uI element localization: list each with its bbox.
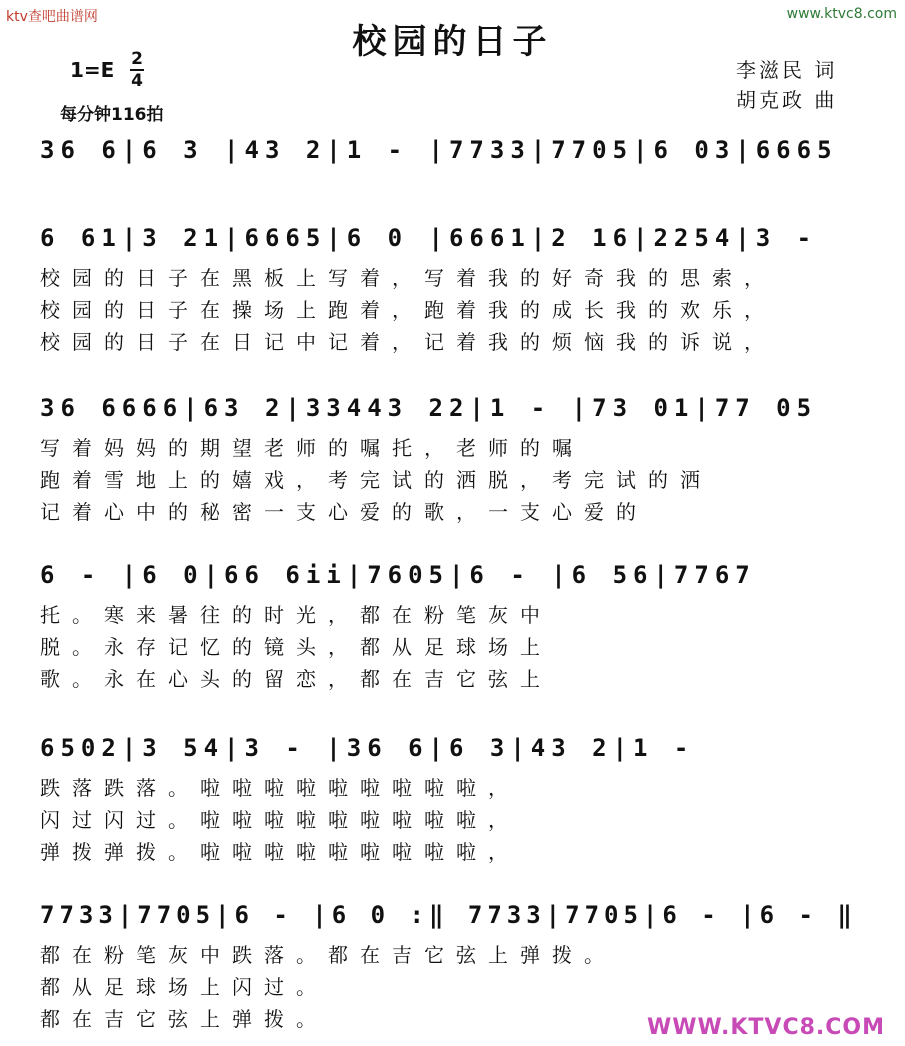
lyric-verse-1: 都在粉笔灰中跌落。都在吉它弦上弹拨。 — [40, 943, 616, 967]
notation-row: 36 6666|63 2|33443 22|1 - |73 01|77 05 — [40, 394, 818, 422]
lyric-verse-2: 跑着雪地上的嬉戏，考完试的洒脱，考完试的洒 — [40, 468, 712, 492]
lyric-verse-1: 写着妈妈的期望老师的嘱托，老师的嘱 — [40, 436, 584, 460]
lyric-verse-3: 弹拨弹拨。啦啦啦啦啦啦啦啦啦， — [40, 840, 520, 864]
song-title: 校园的日子 — [352, 22, 553, 62]
watermark-top-right: www.ktvc8.com — [786, 6, 897, 22]
lyric-verse-3: 都在吉它弦上弹拨。 — [40, 1007, 328, 1031]
notation-row: 6502|3 54|3 - |36 6|6 3|43 2|1 - — [40, 734, 695, 762]
lyric-verse-1: 托。寒来暑往的时光，都在粉笔灰中 — [40, 603, 552, 627]
watermark-bottom-right: WWW.KTVC8.COM — [647, 1015, 885, 1040]
lyric-verse-2: 都从足球场上闪过。 — [40, 975, 328, 999]
lyric-verse-2: 校园的日子在操场上跑着，跑着我的成长我的欢乐， — [40, 298, 776, 322]
lyric-verse-1: 校园的日子在黑板上写着，写着我的好奇我的思索， — [40, 266, 776, 290]
tempo-marking: 每分钟116拍 — [60, 105, 164, 125]
meter-top: 2 — [131, 49, 143, 69]
notation-row: 7733|7705|6 - |6 0 :‖ 7733|7705|6 - |6 - ‖ — [40, 901, 857, 929]
meter-bottom: 4 — [131, 71, 143, 91]
lyric-verse-2: 闪过闪过。啦啦啦啦啦啦啦啦啦， — [40, 808, 520, 832]
lyricist-credit: 李滋民 词 — [736, 58, 838, 82]
lyric-verse-3: 歌。永在心头的留恋，都在吉它弦上 — [40, 667, 552, 691]
lyric-verse-2: 脱。永存记忆的镜头，都从足球场上 — [40, 635, 552, 659]
notation-row: 6 - |6 0|66 6ii|7605|6 - |6 56|7767 — [40, 561, 756, 589]
lyric-verse-3: 记着心中的秘密一支心爱的歌，一支心爱的 — [40, 500, 648, 524]
lyric-verse-3: 校园的日子在日记中记着，记着我的烦恼我的诉说， — [40, 330, 776, 354]
lyric-verse-1: 跌落跌落。啦啦啦啦啦啦啦啦啦， — [40, 776, 520, 800]
time-signature — [130, 50, 144, 90]
notation-row: 36 6|6 3 |43 2|1 - |7733|7705|6 03|6665 — [40, 136, 838, 164]
notation-row: 6 61|3 21|6665|6 0 |6661|2 16|2254|3 - — [40, 224, 818, 252]
composer-credit: 胡克政 曲 — [736, 88, 838, 112]
key-signature: 1=E — [70, 58, 115, 82]
watermark-top-left: ktv查吧曲谱网 — [6, 9, 98, 25]
